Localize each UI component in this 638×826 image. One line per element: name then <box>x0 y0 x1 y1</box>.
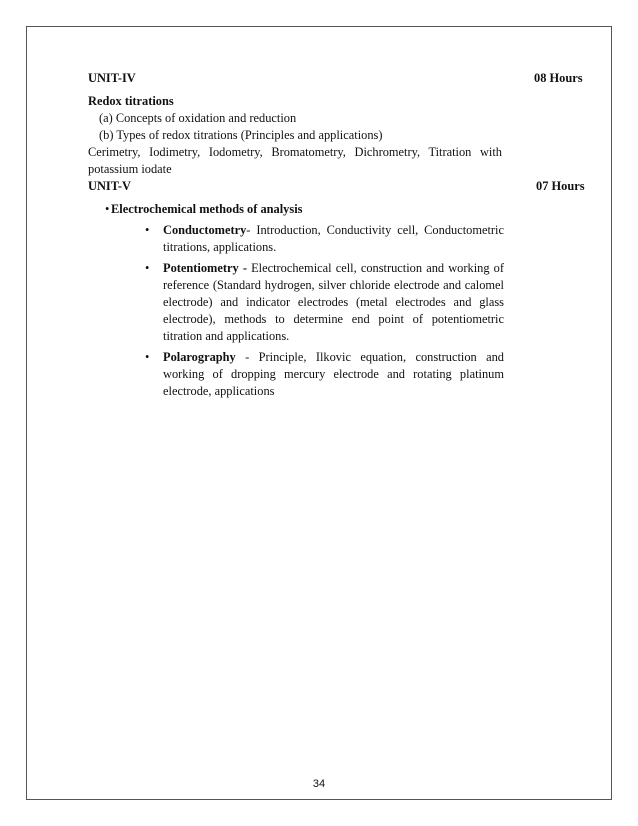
bullet-icon: • <box>105 202 110 216</box>
bullet-text: Electrochemical cell, construction and working of reference (Standard hydrogen, silver chloride electrode and calomel electrode) and indicator electrodes (metal electrodes and glass electrode), methods to determine end point of potentiometric titration and applications. <box>163 261 504 343</box>
unit-iv-hours: 08 Hours <box>534 71 583 85</box>
unit-iv-subitem-a: (a) Concepts of oxidation and reduction <box>99 111 297 125</box>
unit-v-title: UNIT-V <box>88 179 131 193</box>
unit-iv-title: UNIT-IV <box>88 71 136 85</box>
unit-iv-heading <box>88 70 588 87</box>
unit-v-heading <box>88 178 588 195</box>
unit-iv-paragraph: Cerimetry, Iodimetry, Iodometry, Bromatometry, Dichrometry, Titration with potassium iodate <box>88 145 502 176</box>
bullet-term: Polarography <box>163 350 236 364</box>
bullet-conductometry <box>88 222 504 256</box>
bullet-icon: • <box>145 261 150 275</box>
unit-iv-subitems <box>88 110 588 144</box>
bullet-polarography <box>88 349 504 400</box>
bullet-term: Conductometry <box>163 223 247 237</box>
unit-v-bullet-list <box>88 222 588 400</box>
document-body <box>88 70 588 404</box>
bullet-potentiometry <box>88 260 504 345</box>
bullet-icon: • <box>145 223 150 237</box>
bullet-text: - Principle, Ilkovic equation, construction and working of dropping mercury electrode and rotating platinum electrode, applications <box>163 350 504 398</box>
page-number: 34 <box>312 778 326 790</box>
main-bullet-label: Electrochemical methods of analysis <box>111 202 303 216</box>
unit-v-main-bullet <box>88 201 588 218</box>
unit-iv-topic: Redox titrations <box>88 94 174 108</box>
unit-v-hours: 07 Hours <box>536 179 585 193</box>
bullet-term: Potentiometry - <box>163 261 247 275</box>
bullet-text: - Introduction, Conductivity cell, Conductometric titrations, applications. <box>163 223 504 254</box>
bullet-icon: • <box>145 350 150 364</box>
unit-iv-subitem-b: (b) Types of redox titrations (Principles and applications) <box>99 128 383 142</box>
